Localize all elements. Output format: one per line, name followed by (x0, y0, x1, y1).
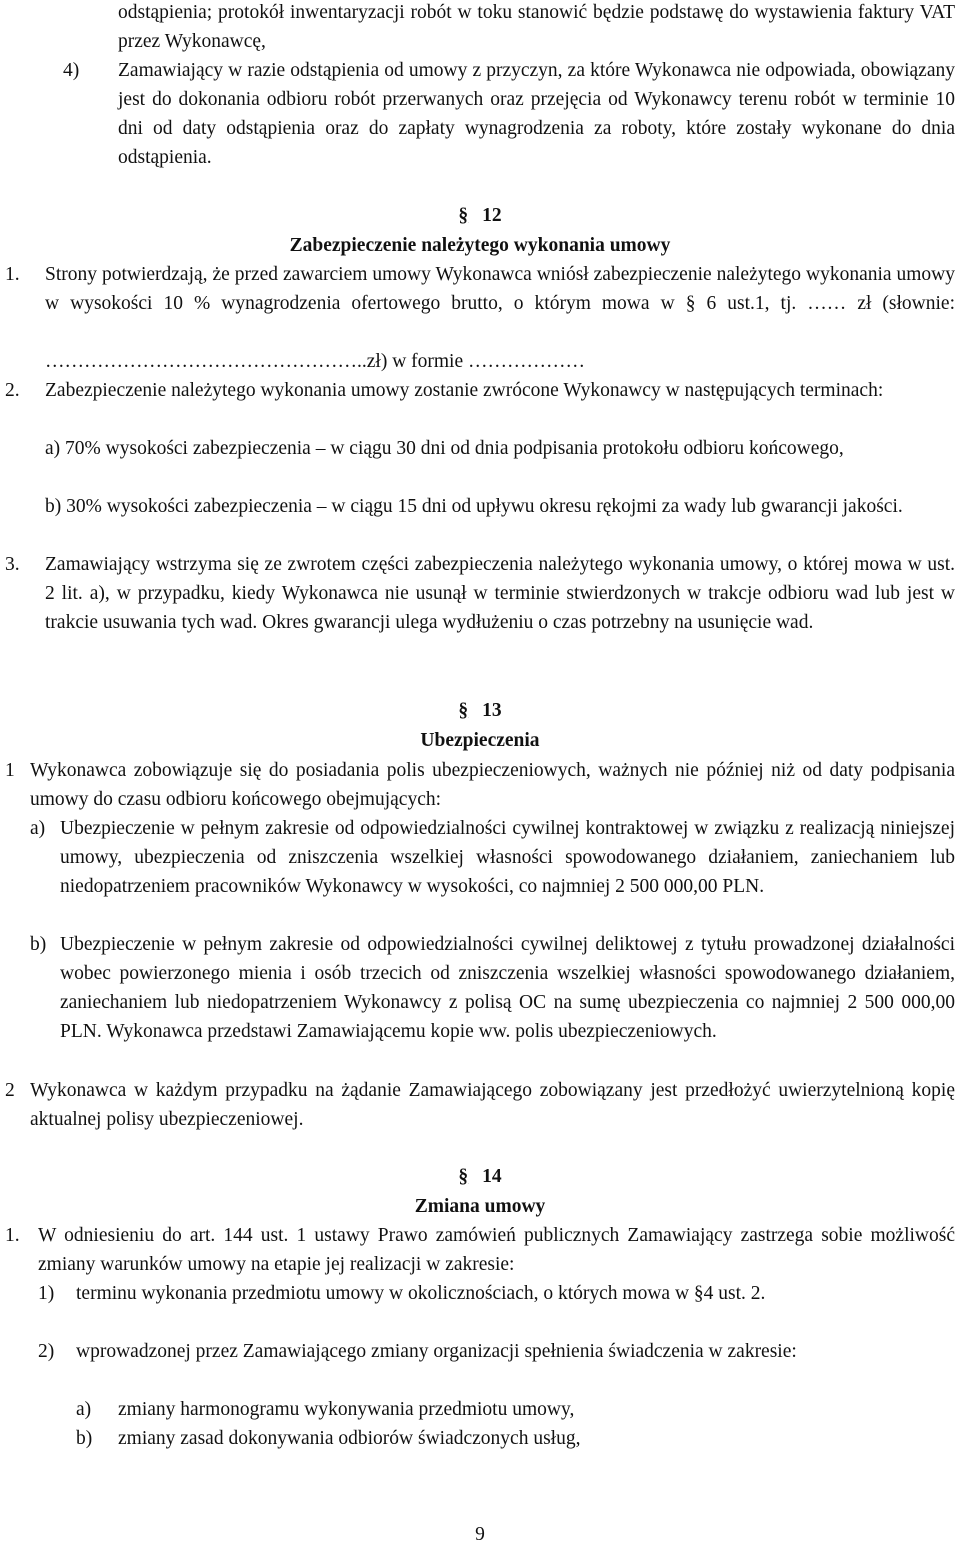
section-13-item-a: Ubezpieczenie w pełnym zakresie od odpowiedzialności cywilnej kontraktowej w związku z realizacją niniejszej umowy, ubezpieczenia od zniszczenia wszelkiej własności spowodowanego działaniem, zaniechaniem lub niedopatrzeniem pracowników Wykonawcy w wysokości, co najmniej 2 500 000,00 PLN. (60, 818, 955, 897)
section-12-paragraph-2b: b) 30% wysokości zabezpieczenia – w ciągu 15 dni od upływu okresu rękojmi za wady lub gwarancji jakości. (45, 496, 903, 517)
section-14-item-1: terminu wykonania przedmiotu umowy w okolicznościach, o których mowa w §4 ust. 2. (76, 1283, 766, 1304)
section-sign: § (458, 1166, 469, 1187)
section-14-item-2b: zmiany zasad dokonywania odbiorów świadczonych usług, (118, 1428, 581, 1449)
paragraph-number: 1. (5, 264, 20, 285)
paragraph-number: 2. (5, 380, 20, 401)
section-13-item-b: Ubezpieczenie w pełnym zakresie od odpowiedzialności cywilnej deliktowej z tytułu prowadzonej działalności wobec powierzonego mienia i osób trzecich od zniszczenia wszelkiej własności spowodowanego działaniem, zaniechaniem lub niedopatrzeniem Wykonawcy z polisą OC na sumę ubezpieczenia co najmniej 2 500 000,00 PLN. Wykonawca przedstawi Zamawiającemu kopie ww. polis ubezpieczeniowych. (60, 934, 955, 1042)
section-12-paragraph-1-fill: …………………………………………..zł) w formie ……………… (45, 351, 586, 372)
item-label: b) (76, 1428, 93, 1449)
section-sign: § (458, 700, 469, 721)
section-13-title: Ubezpieczenia (420, 730, 540, 751)
section-13-paragraph-1: Wykonawca zobowiązuje się do posiadania polis ubezpieczeniowych, ważnych nie później niż od daty podpisania umowy do czasu odbioru końcowego obejmujących: (30, 760, 955, 810)
item-number: 4) (63, 60, 80, 81)
section-number: 14 (482, 1166, 502, 1187)
item-4-text: Zamawiający w razie odstąpienia od umowy z przyczyn, za które Wykonawca nie odpowiada, obowiązany jest do dokonania odbioru robót przerwanych oraz przejęcia od Wykonawcy terenu robót w terminie 10 dni od daty odstąpienia oraz do zapłaty wynagrodzenia za roboty, które zostały wykonane do dnia odstąpienia. (118, 60, 955, 168)
section-14-heading (0, 1162, 960, 1191)
item-label: b) (30, 934, 47, 955)
item-label: a) (30, 818, 46, 839)
section-13-paragraph-2: Wykonawca w każdym przypadku na żądanie Zamawiającego zobowiązany jest przedłożyć uwierzytelnioną kopię aktualnej polisy ubezpieczeniowej. (30, 1080, 955, 1130)
section-14-paragraph-1: W odniesieniu do art. 144 ust. 1 ustawy Prawo zamówień publicznych Zamawiający zastrzega sobie możliwość zmiany warunków umowy na etapie jej realizacji w zakresie: (38, 1225, 955, 1275)
paragraph-number: 1. (5, 1225, 20, 1246)
paragraph-number: 3. (5, 554, 20, 575)
section-13-heading (0, 696, 960, 725)
section-number: 12 (482, 205, 502, 226)
section-14-item-2a: zmiany harmonogramu wykonywania przedmiotu umowy, (118, 1399, 575, 1420)
item-number: 1) (38, 1283, 55, 1304)
continuation-paragraph: odstąpienia; protokół inwentaryzacji robót w toku stanowić będzie podstawę do wystawienia faktury VAT przez Wykonawcę, (118, 2, 955, 52)
section-12-paragraph-2a: a) 70% wysokości zabezpieczenia – w ciągu 30 dni od dnia podpisania protokołu odbioru końcowego, (45, 438, 844, 459)
paragraph-number: 2 (5, 1080, 15, 1101)
section-12-paragraph-3: Zamawiający wstrzyma się ze zwrotem części zabezpieczenia należytego wykonania umowy, o której mowa w ust. 2 lit. a), w przypadku, kiedy Wykonawca nie usunął w terminie stwierdzonych w trakcje odbioru wad lub jest w trakcie usuwania tych wad. Okres gwarancji ulega wydłużeniu o czas potrzebny na usunięcie wad. (45, 554, 955, 633)
section-12-paragraph-2: Zabezpieczenie należytego wykonania umowy zostanie zwrócone Wykonawcy w następujących terminach: (45, 380, 884, 401)
paragraph-number: 1 (5, 760, 15, 781)
section-12-heading (0, 201, 960, 230)
section-sign: § (458, 205, 469, 226)
page-number: 9 (475, 1524, 485, 1545)
section-14-title: Zmiana umowy (414, 1196, 546, 1217)
section-12-paragraph-1: Strony potwierdzają, że przed zawarciem umowy Wykonawca wniósł zabezpieczenie należytego wykonania umowy w wysokości 10 % wynagrodzenia ofertowego brutto, o którym mowa w § 6 ust.1, tj. …… zł (słownie: (45, 264, 955, 314)
section-12-title: Zabezpieczenie należytego wykonania umowy (289, 235, 671, 256)
item-number: 2) (38, 1341, 55, 1362)
section-14-item-2: wprowadzonej przez Zamawiającego zmiany organizacji spełnienia świadczenia w zakresie: (76, 1341, 797, 1362)
section-number: 13 (482, 700, 502, 721)
item-label: a) (76, 1399, 92, 1420)
